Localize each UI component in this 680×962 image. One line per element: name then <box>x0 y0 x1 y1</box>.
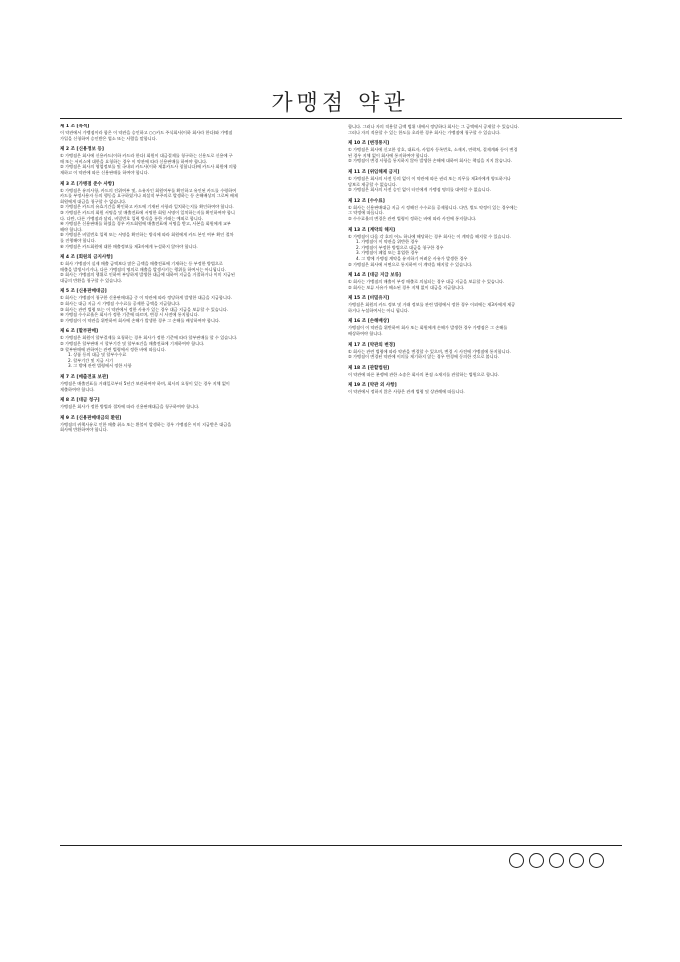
article <box>60 375 334 392</box>
article <box>348 170 622 193</box>
article-title: 제 11 조 [위임해제 금지] <box>348 169 400 175</box>
article-line: 합니다. 그러나 자의 적용할 금액 범위 내에서 정당하다 회사는 그 금액에서 공제할 수 있습니다. <box>348 124 520 129</box>
article-line: ① 가맹점은 회원이 할부결제를 요청하는 경우 회사가 정한 기준에 따라 할부판매를 할 수 있습니다. <box>60 335 238 341</box>
article-line: ② 가맹점은 회사의 사전 승인 없이 타인에게 가맹점 명의를 대여할 수 없습니다. <box>348 187 491 193</box>
article-line: ② 가맹점은 카드의 유효기간을 확인하고 카드에 기재된 사항과 일치하는지를 확인하여야 합니다. <box>60 204 234 210</box>
article-line: 4. 그 밖에 가맹점 계약을 유지하기 어려운 사유가 발생한 경우 <box>356 255 468 261</box>
article-title: 제 3 조 [가맹점 준수 사항] <box>60 181 115 187</box>
article <box>60 147 334 175</box>
article-line: 하거나 누설하여서는 아니 됩니다. <box>348 307 410 313</box>
article-line: ② 가맹점이 변경 사항을 통지하지 않아 발생한 손해에 대하여 회사는 책임을 지지 않습니다. <box>348 158 513 164</box>
article <box>60 329 334 369</box>
article-line: ① 회사는 가맹점이 청구한 신용판매대금 중 이 약관에 따라 정당하게 발생한 대금을 지급합니다. <box>60 295 233 301</box>
article-line: 다. 다만, 다른 가맹점과 달리, 비밀번호 입력 방식을 통한 거래는 예외로 합니다. <box>60 215 204 221</box>
article-line: ① 회사 가맹점이 실제 매출 금액보다 많은 금액을 매출전표에 기재하는 등 부정한 방법으로 <box>60 261 223 267</box>
article-title: 제 6 조 [할부판매] <box>60 329 99 335</box>
article <box>60 182 334 250</box>
article-title: 제 19 조 [약관 외 사항] <box>348 383 397 389</box>
seal-circle <box>509 853 524 868</box>
article-line: ③ 회사는 관련 법령 또는 이 약관에서 정한 사유가 있는 경우 대금 지급을 보류할 수 있습니다. <box>60 306 229 312</box>
article <box>348 319 622 336</box>
article-line: ② 가맹점은 할부판매 시 할부기간 및 할부조건을 매출전표에 기재하여야 합니다. <box>60 341 205 347</box>
article-line: 가입을 신청하여 승인받은 업소 또는 사람을 말합니다. <box>60 135 157 141</box>
article-title: 제 9 조 [신용판매대금의 환원] <box>60 415 122 421</box>
article <box>60 255 334 283</box>
article-line: 된 경우 지체 없이 회사에 통지하여야 합니다. <box>348 152 429 158</box>
terms-column-right <box>348 124 622 839</box>
terms-body <box>60 124 622 839</box>
article-title: 제 16 조 [손해배상] <box>348 319 390 325</box>
article-line: ④ 가맹점은 신용판매를 하였을 경우 카드회원에 매출전표에 서명을 받고, 사본을 회원에게 교부 <box>60 221 231 227</box>
article-line: ① 가맹점이 다음 각 호의 어느 하나에 해당하는 경우 회사는 이 계약을 해지할 수 있습니다. <box>348 233 511 239</box>
article-line: ② 회사는 가맹점의 행위로 인하여 부당하게 발생한 대금에 대하여 지급을 거절하거나 이미 지급된 <box>60 272 235 278</box>
article <box>60 416 334 433</box>
article-line: ⑤ 가맹점이 이 약관을 위반하여 회사에 손해가 발생한 경우 그 손해를 배상하여야 합니다. <box>60 317 221 323</box>
article-title: 제 17 조 [약관의 변경] <box>348 342 396 348</box>
article-line: 그 약정에 따릅니다. <box>348 210 384 216</box>
article-title: 제 10 조 [변경통지] <box>348 141 390 147</box>
article-line: 가맹점은 회원의 카드 정보 및 거래 정보를 관련 법령에서 정한 경우 이외에는 제3자에게 제공 <box>348 302 516 308</box>
seal-circle <box>529 853 544 868</box>
article-line: ② 회사는 보류 사유가 해소된 경우 지체 없이 대금을 지급합니다. <box>348 284 465 290</box>
article-title: 제 13 조 [계약의 해지] <box>348 227 396 233</box>
article <box>348 273 622 290</box>
article-line: ② 가맹점은 회사에 서면으로 통지하여 이 계약을 해지할 수 있습니다. <box>348 261 473 267</box>
article <box>60 398 334 410</box>
article-line: ② 회사는 대금 지급 시 가맹점 수수료를 공제한 금액을 지급합니다. <box>60 301 181 307</box>
article-line: 재하고 이 약관에 따른 신용판매를 하여야 합니다. <box>60 169 149 175</box>
article-line: ② 가맹점은 회사의 영업정보를 및 국내외 카드사(이하 제휴카드사 칭합니다)에 카드사 회원에 의합 <box>60 164 237 170</box>
article-title: 제 18 조 [관할법원] <box>348 365 390 371</box>
article-line: 매 또는 서비스에 대한을 요청하는 경우 이 약관에 따라 신용판매를 하여야 합니다. <box>60 158 208 164</box>
article-title: 제 7 조 [매출전표 보관] <box>60 375 109 380</box>
article-line: ⑤ 가맹점은 비밀번호 입력 또는 서명을 확인하는 방식에 따라 회원에게 카드 본인 여부 확인 절차 <box>60 232 234 238</box>
article-line: 가맹점의 귀책사유로 인한 매출 취소 또는 환불이 발생하는 경우 가맹점은 이미 지급받은 대금을 <box>60 421 232 427</box>
terms-column-left <box>60 124 334 839</box>
article-line: 대금의 반환을 청구할 수 있습니다. <box>60 277 123 283</box>
article <box>348 343 622 360</box>
title-rule <box>60 118 622 119</box>
article-line: ① 회사는 가맹점의 매출이 부정 매출로 의심되는 경우 대금 지급을 보류할 수 있습니다. <box>348 279 505 285</box>
article-title: 제 1 조 [목적] <box>60 124 90 129</box>
article-line: ① 가맹점은 유의사항, 카드의 진위여부 및, 소유자인 회원여부를 확인하고 유인된 카드를 수령하여 <box>60 187 237 193</box>
footer-rule <box>60 845 622 846</box>
seal-circles <box>509 853 604 868</box>
article-line: 1. 상품 등의 대금 및 할부수수료 <box>68 352 127 358</box>
article-line: 배상하여야 합니다. <box>348 331 383 337</box>
article-line: 매출을 발생시키거나, 다른 가맹점의 명의로 매출을 발생시키는 행위를 하여서는 아니됩니다. <box>60 266 226 272</box>
article-line: 이 약관에 따른 분쟁에 관한 소송은 회사의 본점 소재지를 관할하는 법원으로 합니다. <box>348 371 500 377</box>
document-title: 가맹점 약관 <box>271 91 409 116</box>
article-title: 제 8 조 [대금 청구] <box>60 398 100 404</box>
article-line: ① 가맹점은 회사의 사전 동의 없이 이 약관에 따른 권리 또는 의무를 제3자에게 양도하거나 <box>348 175 511 181</box>
seal-circle <box>589 853 604 868</box>
article-title: 제 2 조 [신용정보 등] <box>60 147 104 153</box>
article-line: ① 회사는 신용판매대금 지급 시 정해진 수수료를 공제합니다. 다만, 별도 약정이 있는 경우에는 <box>348 204 518 210</box>
article-title: 제 5 조 [신용판매대금] <box>60 289 107 295</box>
article-line: 회사에 반환하여야 합니다. <box>60 427 108 433</box>
article <box>60 289 334 323</box>
article-title: 제 14 조 [대금 지급 보류] <box>348 273 401 279</box>
article-line: ① 회사는 관련 법령에 따라 약관을 변경할 수 있으며, 변경 시 사전에 가맹점에 통지합니다. <box>348 348 511 354</box>
seal-circle <box>569 853 584 868</box>
article-line: ① 가맹점은 회사에 신용카드(이하 카드라 한다) 회원이 대금결제를 청구하는 신용도로 신용에 구 <box>60 153 233 159</box>
seal-circle <box>549 853 564 868</box>
article <box>60 124 334 141</box>
article <box>348 199 622 222</box>
article-line: ⑥ 가맹점은 카드회원에 대한 매출정보를 제3자에게 누설하지 않아야 합니다. <box>60 243 198 249</box>
article-title: 제 15 조 [비밀유지] <box>348 296 390 302</box>
article <box>348 141 622 164</box>
article <box>348 124 622 135</box>
article-line: 2. 가맹점이 부정한 방법으로 대금을 청구한 경우 <box>356 244 444 250</box>
article-line: ② 수수료율의 변경은 관련 법령이 정하는 바에 따라 사전에 통지합니다. <box>348 215 477 221</box>
article-line: 1. 가맹점이 이 약관을 위반한 경우 <box>356 239 419 245</box>
article-line: 카드를 부정사용자 등의 행동을 요구하였거나 외설적 부주의로 발생하는 등 손해배상의 그로써 배제 <box>60 193 238 199</box>
article-line: 해야 합니다. <box>60 226 83 232</box>
article <box>348 296 622 313</box>
article-title: 제 4 조 [회원의 금지사항] <box>60 255 113 261</box>
article-line: 담보로 제공할 수 없습니다. <box>348 181 398 187</box>
article <box>348 366 622 378</box>
article-line: 그러나 자의 적용할 수 있는 한도를 초과한 경우 회사는 가맹점에 청구할 수 있습니다. <box>348 129 501 135</box>
article-line: ④ 가맹점 수수료율은 회사가 정한 기준에 따르며, 변경 시 사전에 통지합니다. <box>60 312 199 318</box>
article <box>348 383 622 395</box>
article-line: 2. 할부기간 및 지급 시기 <box>68 357 113 363</box>
article-line: ③ 가맹점은 카드의 회원 서명을 및 매출전표에 서명한 회원 서명이 일치하는지를 확인하여야 합니 <box>60 209 235 215</box>
article-line: 가맹점이 이 약관을 위반하여 회사 또는 회원에게 손해가 발생한 경우 가맹점은 그 손해를 <box>348 325 508 331</box>
article-line: 3. 그 밖에 관련 법령에서 정한 사항 <box>68 363 132 369</box>
article <box>348 228 622 268</box>
article-line: 제출하여야 합니다. <box>60 386 95 392</box>
article-line: ① 가맹점은 회사에 신고한 상호, 대표자, 사업자 등록번호, 소재지, 연락처, 결제계좌 등이 변경 <box>348 147 518 153</box>
article-line: ② 가맹점이 변경된 약관에 이의를 제기하지 않는 경우 변경에 동의한 것으로 봅니다. <box>348 354 499 360</box>
article-line: 회원에게 대금을 청구할 수 없습니다. <box>60 198 127 204</box>
article-line: 이 약관에서 정하지 않은 사항은 관계 법령 및 상관례에 따릅니다. <box>348 389 465 395</box>
article-line: 가맹점은 회사가 정한 방법과 절차에 따라 신용판매대금을 청구하여야 합니다. <box>60 404 200 410</box>
article-line: 가맹점은 매출전표를 거래일로부터 5년간 보관하여야 하며, 회사의 요청이 있는 경우 지체 없이 <box>60 381 230 386</box>
article-line: ③ 할부판매에 관하여는 관련 법령에서 정한 바에 따릅니다. <box>60 346 166 352</box>
article-line: 이 약관에서 가맹점이라 함은 이 약관을 승인하고 ○○카드 주식회사(이하 회사라 한다)와 가맹점 <box>60 130 233 135</box>
article-title: 제 12 조 [수수료] <box>348 198 385 204</box>
article-line: 3. 가맹점이 폐업 또는 휴업한 경우 <box>356 250 419 256</box>
article-line: 를 진행해야 합니다. <box>60 237 96 243</box>
